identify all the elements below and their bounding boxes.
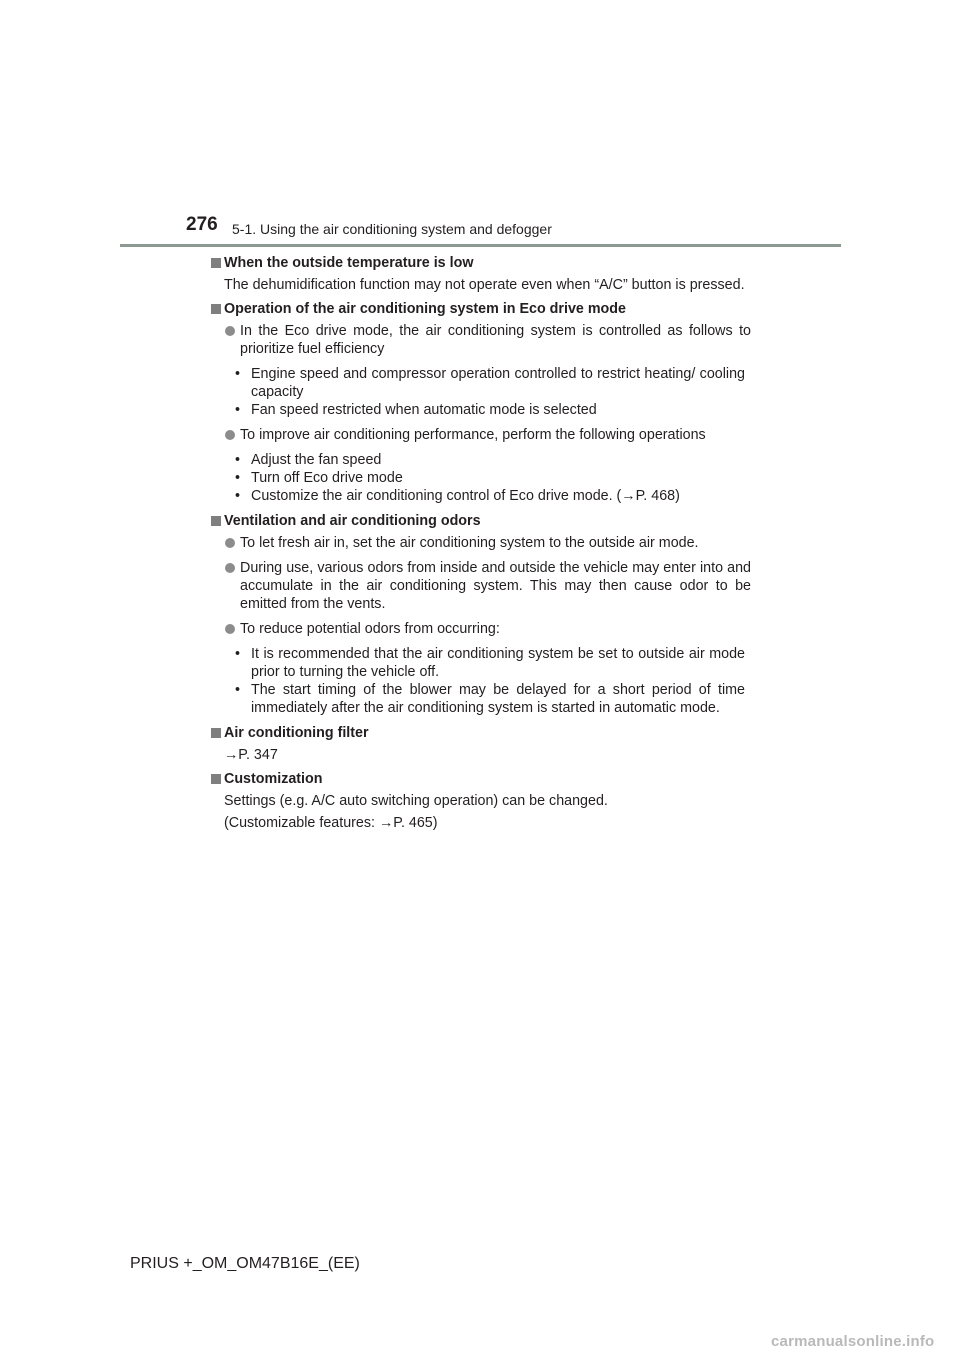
header-rule [120,244,841,247]
bullet-text: To reduce potential odors from occurring: [240,621,500,637]
footer-model-code: PRIUS +_OM_OM47B16E_(EE) [130,1255,360,1272]
dot-marker-icon: • [235,366,241,382]
bullet-text: To improve air conditioning performance, perform the following operations [240,427,706,443]
section [208,300,751,505]
bullet-text: To let fresh air in, set the air conditioning system to the outside air mode. [240,535,699,551]
bullet-text: In the Eco drive mode, the air conditioning system is controlled as follows to prioritize fuel efficiency [240,323,751,357]
sub-list-item [208,681,745,717]
bullet-text: During use, various odors from inside and outside the vehicle may enter into and accumulate in the air conditioning system. This may then cause odor to be emitted from the vents. [240,560,751,612]
section [208,254,751,294]
sub-list-item [208,451,745,469]
sub-list-item [208,401,745,419]
sub-list-text: Turn off Eco drive mode [251,470,403,486]
section [208,724,751,764]
section-heading-text: Customization [224,771,323,787]
circle-bullet-icon [225,563,235,573]
sub-list-item [208,645,745,681]
sub-list-item [208,487,745,505]
sub-list-text: It is recommended that the air conditioning system be set to outside air mode prior to turning the vehicle off. [251,646,745,680]
watermark: carmanualsonline.info [771,1333,935,1350]
circle-bullet-icon [225,538,235,548]
square-bullet-icon [211,728,221,738]
content-area [208,254,751,838]
section-heading-text: Air conditioning filter [224,725,369,741]
section-header: 5-1. Using the air conditioning system and defogger [232,221,552,237]
bullet-item [208,426,751,444]
dot-marker-icon: • [235,488,241,504]
sub-list-text: Customize the air conditioning control of Eco drive mode. (→P. 468) [251,488,680,504]
paragraph: (Customizable features: →P. 465) [224,815,438,831]
circle-bullet-icon [225,430,235,440]
sub-list-text: Engine speed and compressor operation controlled to restrict heating/ cooling capacity [251,366,745,400]
section [208,770,751,832]
section-heading [208,254,751,272]
sub-list-text: Adjust the fan speed [251,452,382,468]
sub-list [208,365,751,419]
bullet-item [208,322,751,358]
section-heading-text: Ventilation and air conditioning odors [224,513,481,529]
square-bullet-icon [211,258,221,268]
square-bullet-icon [211,516,221,526]
paragraph: Settings (e.g. A/C auto switching operation) can be changed. [224,793,608,809]
sub-list-text: The start timing of the blower may be delayed for a short period of time immediately after the air conditioning system is started in automatic mode. [251,682,745,716]
square-bullet-icon [211,774,221,784]
dot-marker-icon: • [235,646,241,662]
square-bullet-icon [211,304,221,314]
dot-marker-icon: • [235,452,241,468]
section-heading-text: When the outside temperature is low [224,255,474,271]
sub-list-item [208,469,745,487]
paragraph: The dehumidification function may not operate even when “A/C” button is pressed. [224,277,745,293]
dot-marker-icon: • [235,470,241,486]
bullet-item [208,559,751,613]
section-heading [208,512,751,530]
bullet-item [208,620,751,638]
section-heading [208,724,751,742]
section [208,512,751,717]
dot-marker-icon: • [235,402,241,418]
circle-bullet-icon [225,326,235,336]
sub-list-text: Fan speed restricted when automatic mode is selected [251,402,597,418]
section-heading [208,770,751,788]
section-heading-text: Operation of the air conditioning system in Eco drive mode [224,301,626,317]
bullet-item [208,534,751,552]
sub-list [208,645,751,717]
dot-marker-icon: • [235,682,241,698]
page-number: 276 [186,214,218,235]
sub-list-item [208,365,745,401]
circle-bullet-icon [225,624,235,634]
section-heading [208,300,751,318]
paragraph: →P. 347 [224,747,278,763]
sub-list [208,451,751,505]
